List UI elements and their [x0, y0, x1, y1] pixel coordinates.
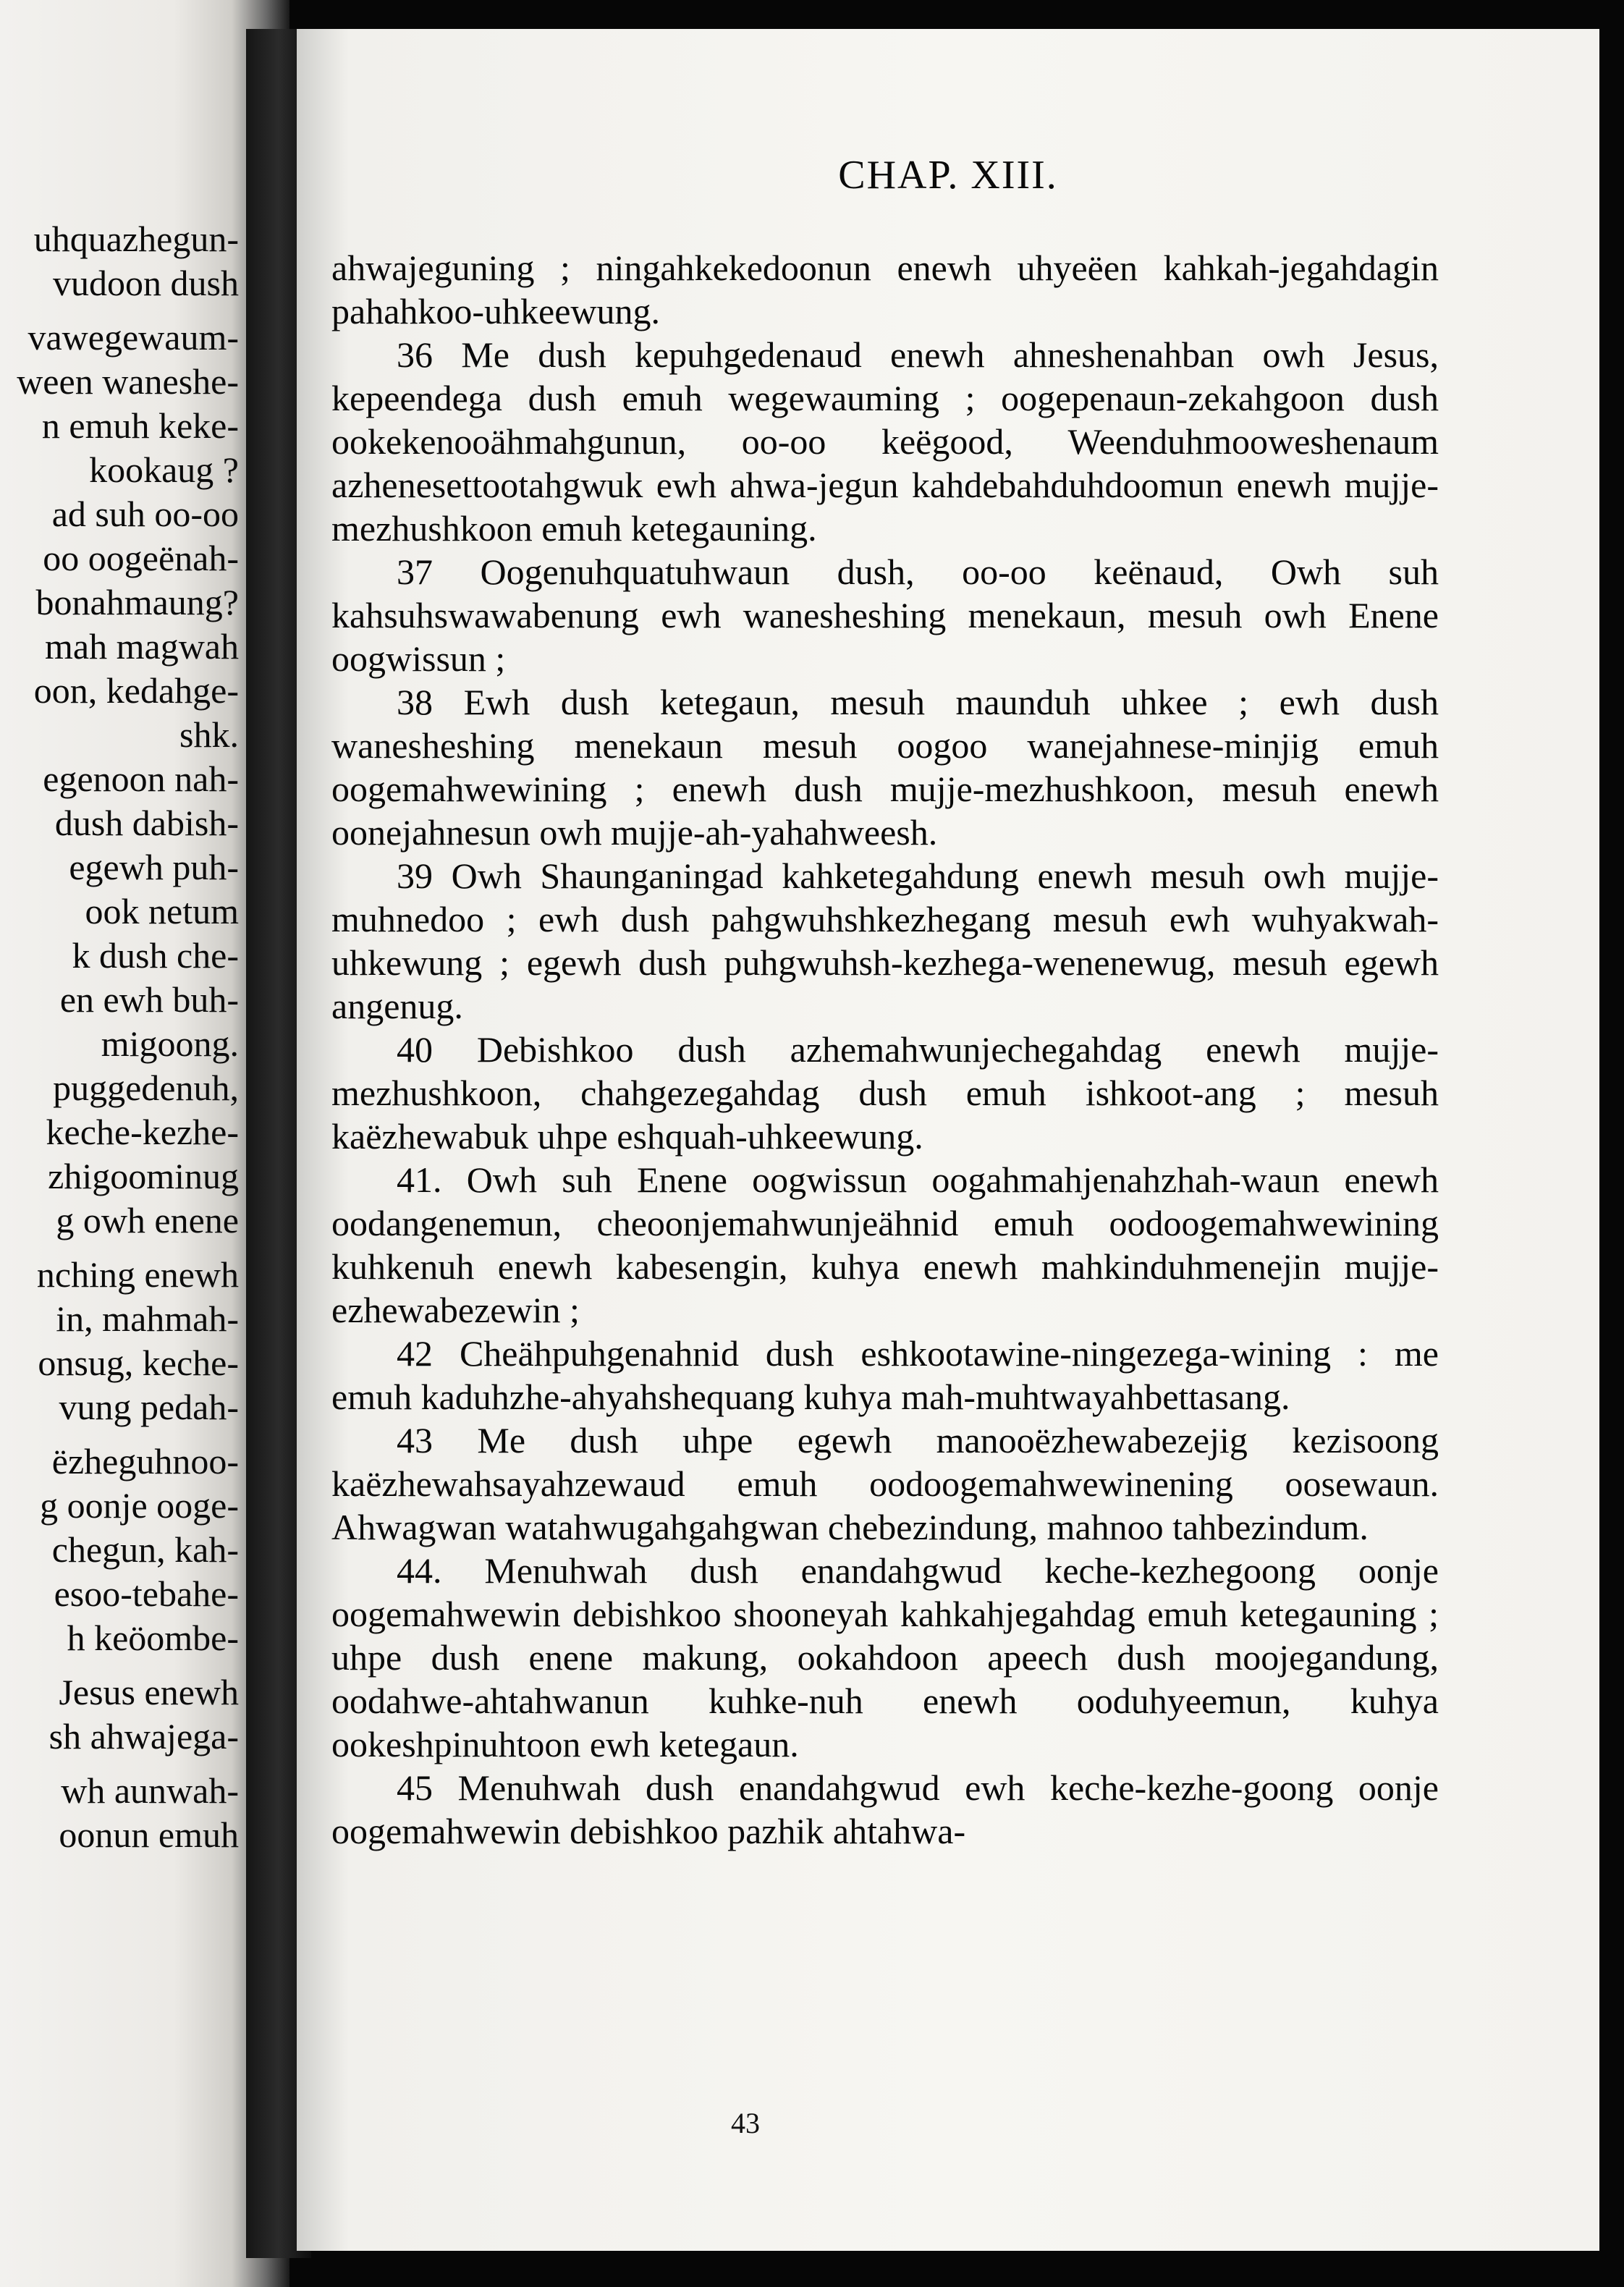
left-page-line: ook netum: [85, 891, 239, 931]
left-page-line: chegun, kah-: [51, 1529, 239, 1570]
verse-38: 38 Ewh dush ketegaun, mesuh maunduh uhkee ; ewh dush wanesheshing menekaun mesuh oogoo wanejahnese-minjig emuh oogemahwewining ; enewh dush mujje-mezhushkoon, mesuh enewh oonejahnesun owh mujje-ah-yahahweesh.: [331, 682, 1439, 853]
right-page: [297, 29, 1599, 2251]
left-page-line: en ewh buh-: [59, 979, 239, 1020]
page-number: 43: [731, 2107, 760, 2139]
paragraph-continuation: ahwajeguning ; ningahkekedoonun enewh uhyeëen kahkah-jegahdagin pahahkoo-uhkeewung.: [331, 248, 1439, 331]
left-page-line: egewh puh-: [69, 847, 239, 887]
left-page-line: esoo-tebahe-: [54, 1573, 239, 1614]
left-page-line: wh aunwah-: [61, 1770, 239, 1811]
verse-43: 43 Me dush uhpe egewh manooëzhewabezejig kezisoong kaëzhewahsayahzewaud emuh oodoogemahwewinening oosewaun. Ahwagwan watahwugahgahgwan chebezindung, mahnoo tahbezindum.: [331, 1420, 1439, 1547]
left-page-line: oon, kedahge-: [33, 670, 239, 711]
verse-37: 37 Oogenuhquatuhwaun dush, oo-oo keënaud, Owh suh kahsuhswawabenung ewh wanesheshing menekaun, mesuh owh Enene oogwissun ;: [331, 551, 1439, 679]
left-page-line: migoong.: [101, 1023, 239, 1064]
left-page-line: onsug, keche-: [38, 1343, 239, 1383]
left-page-line: dush dabish-: [54, 803, 239, 843]
left-page-line: g owh enene: [56, 1200, 239, 1240]
left-page-text: [0, 217, 239, 1857]
left-page-line: n emuh keke-: [41, 405, 239, 446]
left-page-line: zhigoominug: [48, 1156, 239, 1196]
left-page-line: k dush che-: [72, 935, 239, 976]
left-page-line: ween waneshe-: [17, 361, 239, 402]
left-page-line: vung pedah-: [59, 1387, 239, 1427]
left-page-line: ad suh oo-oo: [51, 494, 239, 534]
left-page-line: puggedenuh,: [53, 1068, 239, 1108]
left-page-gap: [0, 305, 239, 316]
main-text: [331, 246, 1439, 1853]
left-page-gap: [0, 1759, 239, 1769]
verse-40: 40 Debishkoo dush azhemahwunjechegahdag enewh mujje-mezhushkoon, chahgezegahdag dush emuh ishkoot-ang ; mesuh kaëzhewabuk uhpe eshquah-uhkeewung.: [331, 1029, 1439, 1157]
verse-45: 45 Menuhwah dush enandahgwud ewh keche-kezhe-goong oonje oogemahwewin debishkoo pazhik ahtahwa-: [331, 1767, 1439, 1851]
verse-42: 42 Cheähpuhgenahnid dush eshkootawine-ningezega-wining : me emuh kaduhzhe-ahyahshequang kuhya mah-muhtwayahbettasang.: [331, 1333, 1439, 1417]
left-page-line: oonun emuh: [59, 1814, 239, 1855]
left-page-line: kookaug ?: [89, 449, 239, 490]
left-page-gap: [0, 1243, 239, 1253]
left-page-line: egenoon nah-: [43, 758, 239, 799]
left-page-line: keche-kezhe-: [46, 1112, 239, 1152]
verse-36: 36 Me dush kepuhgedenaud enewh ahneshenahban owh Jesus, kepeendega dush emuh wegewauming ; oogepenaun-zekahgoon dush ookekenooähmahgunun, oo-oo keëgood, Weenduhmooweshenaum azhenesettootahgwuk ewh ahwa-jegun kahdebahduhdoomun enewh mujje-mezhushkoon emuh ketegauning.: [331, 334, 1439, 549]
left-page-line: in, mahmah-: [56, 1298, 239, 1339]
left-page-line: ëzheguhnoo-: [51, 1441, 239, 1481]
left-page-gap: [0, 1660, 239, 1670]
left-page-line: sh ahwajega-: [48, 1716, 239, 1757]
left-page-line: bonahmaung?: [35, 582, 239, 622]
left-page-line: Jesus enewh: [59, 1672, 239, 1712]
verse-44: 44. Menuhwah dush enandahgwud keche-kezhegoong oonje oogemahwewin debishkoo shooneyah kahkahjegahdag emuh ketegauning ; uhpe dush enene makung, ookahdoon apeech dush moojegandung, oodahwe-ahtahwanun kuhke-nuh enewh ooduhyeemun, kuhya ookeshpinuhtoon ewh ketegaun.: [331, 1550, 1439, 1764]
left-page-line: h keöombe-: [67, 1618, 239, 1658]
verse-39: 39 Owh Shaunganingad kahketegahdung enewh mesuh owh mujje-muhnedoo ; ewh dush pahgwuhshkezhegang mesuh ewh wuhyakwah-uhkewung ; egewh dush puhgwuhsh-kezhega-wenenewug, mesuh egewh angenug.: [331, 855, 1439, 1026]
left-page-line: g oonje ooge-: [40, 1485, 239, 1526]
left-page-line: vawegewaum-: [28, 317, 239, 358]
left-page-line: shk.: [179, 714, 239, 755]
left-page-line: nching enewh: [36, 1254, 239, 1295]
left-page-line: vudoon dush: [53, 263, 239, 303]
left-page-line: oo oogeënah-: [43, 538, 239, 578]
left-page-line: uhquazhegun-: [33, 219, 239, 259]
verse-41: 41. Owh suh Enene oogwissun oogahmahjenahzhah-waun enewh oodangenemun, cheoonjemahwunjeähnid emuh oodoogemahwewining kuhkenuh enewh kabesengin, kuhya enewh mahkinduhmenejin mujje-ezhewabezewin ;: [331, 1159, 1439, 1330]
left-page-line: mah magwah: [45, 626, 239, 667]
chapter-title: CHAP. XIII.: [838, 153, 1058, 198]
left-page-gap: [0, 1429, 239, 1440]
